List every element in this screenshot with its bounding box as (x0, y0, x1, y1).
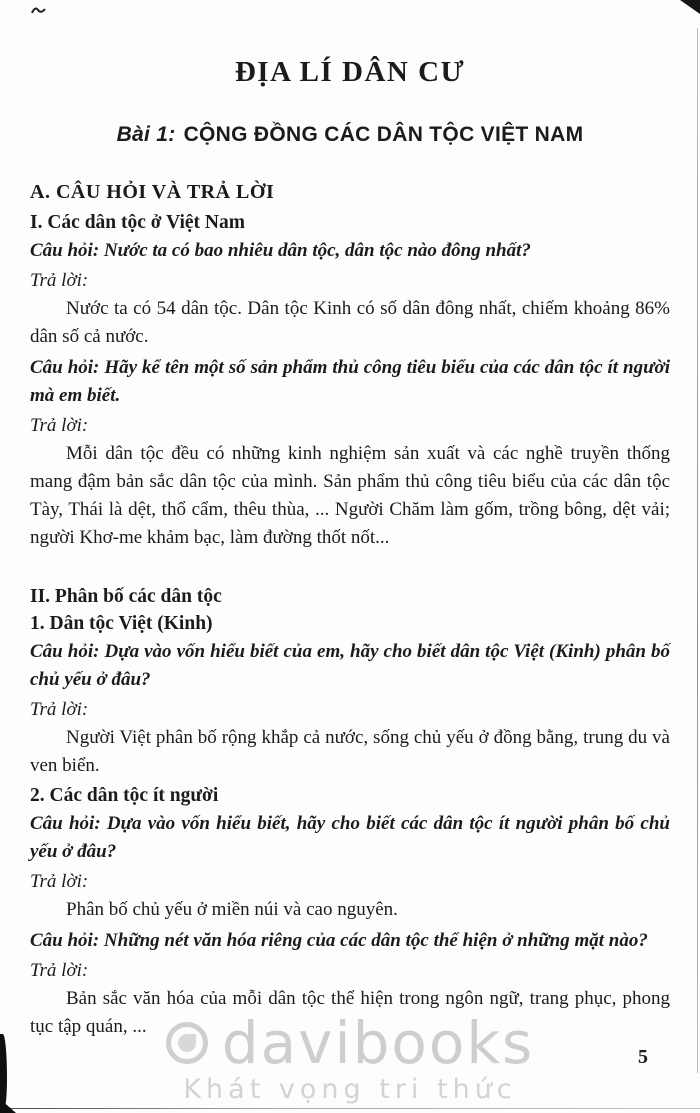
scan-artifact-pen-mark (30, 4, 48, 16)
lesson-title: CỘNG ĐỒNG CÁC DÂN TỘC VIỆT NAM (183, 123, 584, 146)
answer-3: Người Việt phân bố rộng khắp cả nước, sống chủ yếu ở đồng bằng, trung du và ven biển. (30, 727, 670, 776)
scan-artifact-left-blob (0, 1034, 7, 1108)
answer-label: Trả lời: (30, 699, 89, 720)
section-a-heading: A. CÂU HỎI VÀ TRẢ LỜI (30, 181, 275, 203)
section-ii-heading: II. Phân bố các dân tộc (30, 586, 222, 607)
subsection-1-heading: 1. Dân tộc Việt (Kinh) (30, 613, 213, 634)
page-title: ĐỊA LÍ DÂN CƯ (234, 56, 466, 88)
page-number: 5 (638, 1046, 648, 1068)
answer-4: Phân bố chủ yếu ở miền núi và cao nguyên. (66, 899, 398, 920)
lesson-label: Bài 1: (116, 123, 176, 146)
answer-label: Trả lời: (30, 871, 89, 892)
answer-5: Bản sắc văn hóa của mỗi dân tộc thể hiện trong ngôn ngữ, trang phục, phong tục tập quán, ... (30, 988, 670, 1037)
question-3: Câu hỏi: Dựa vào vốn hiểu biết của em, hãy cho biết dân tộc Việt (Kinh) phân bố chủ yếu ở đâu? (30, 641, 670, 690)
answer-label: Trả lời: (30, 415, 89, 436)
question-4: Câu hỏi: Dựa vào vốn hiểu biết, hãy cho biết các dân tộc ít người phân bố chủ yếu ở đâu? (30, 813, 670, 862)
lesson-heading (30, 123, 670, 147)
scan-artifact-left-corner (0, 1099, 16, 1113)
question-5: Câu hỏi: Những nét văn hóa riêng của các dân tộc thể hiện ở những mặt nào? (30, 930, 648, 951)
scan-artifact-corner (680, 0, 700, 14)
watermark-tagline: Khát vọng tri thức (183, 1074, 517, 1105)
answer-2: Mỗi dân tộc đều có những kinh nghiệm sản xuất và các nghề truyền thống mang đậm bản sắc dân tộc của mình. Sản phẩm thủ công tiêu biểu của các dân tộc Tày, Thái là dệt, thổ cẩm, thêu thùa, ... Người Chăm làm gốm, trồng bông, dệt vải; người Khơ-me khảm bạc, làm đường thốt nốt... (30, 443, 670, 548)
watermark-text: davibooks (221, 1009, 535, 1077)
question-2: Câu hỏi: Hãy kể tên một số sản phẩm thủ công tiêu biểu của các dân tộc ít người mà em biết. (30, 357, 670, 406)
scan-artifact-right-edge (697, 28, 699, 1073)
scan-artifact-bottom-edge (0, 1108, 700, 1110)
answer-label: Trả lời: (30, 270, 89, 291)
subsection-2-heading: 2. Các dân tộc ít người (30, 785, 219, 806)
answer-label: Trả lời: (30, 960, 89, 981)
answer-1: Nước ta có 54 dân tộc. Dân tộc Kinh có số dân đông nhất, chiếm khoảng 86% dân số cả nước. (30, 298, 670, 347)
question-1: Câu hỏi: Nước ta có bao nhiêu dân tộc, dân tộc nào đông nhất? (30, 240, 531, 261)
section-i-heading: I. Các dân tộc ở Việt Nam (30, 212, 245, 233)
